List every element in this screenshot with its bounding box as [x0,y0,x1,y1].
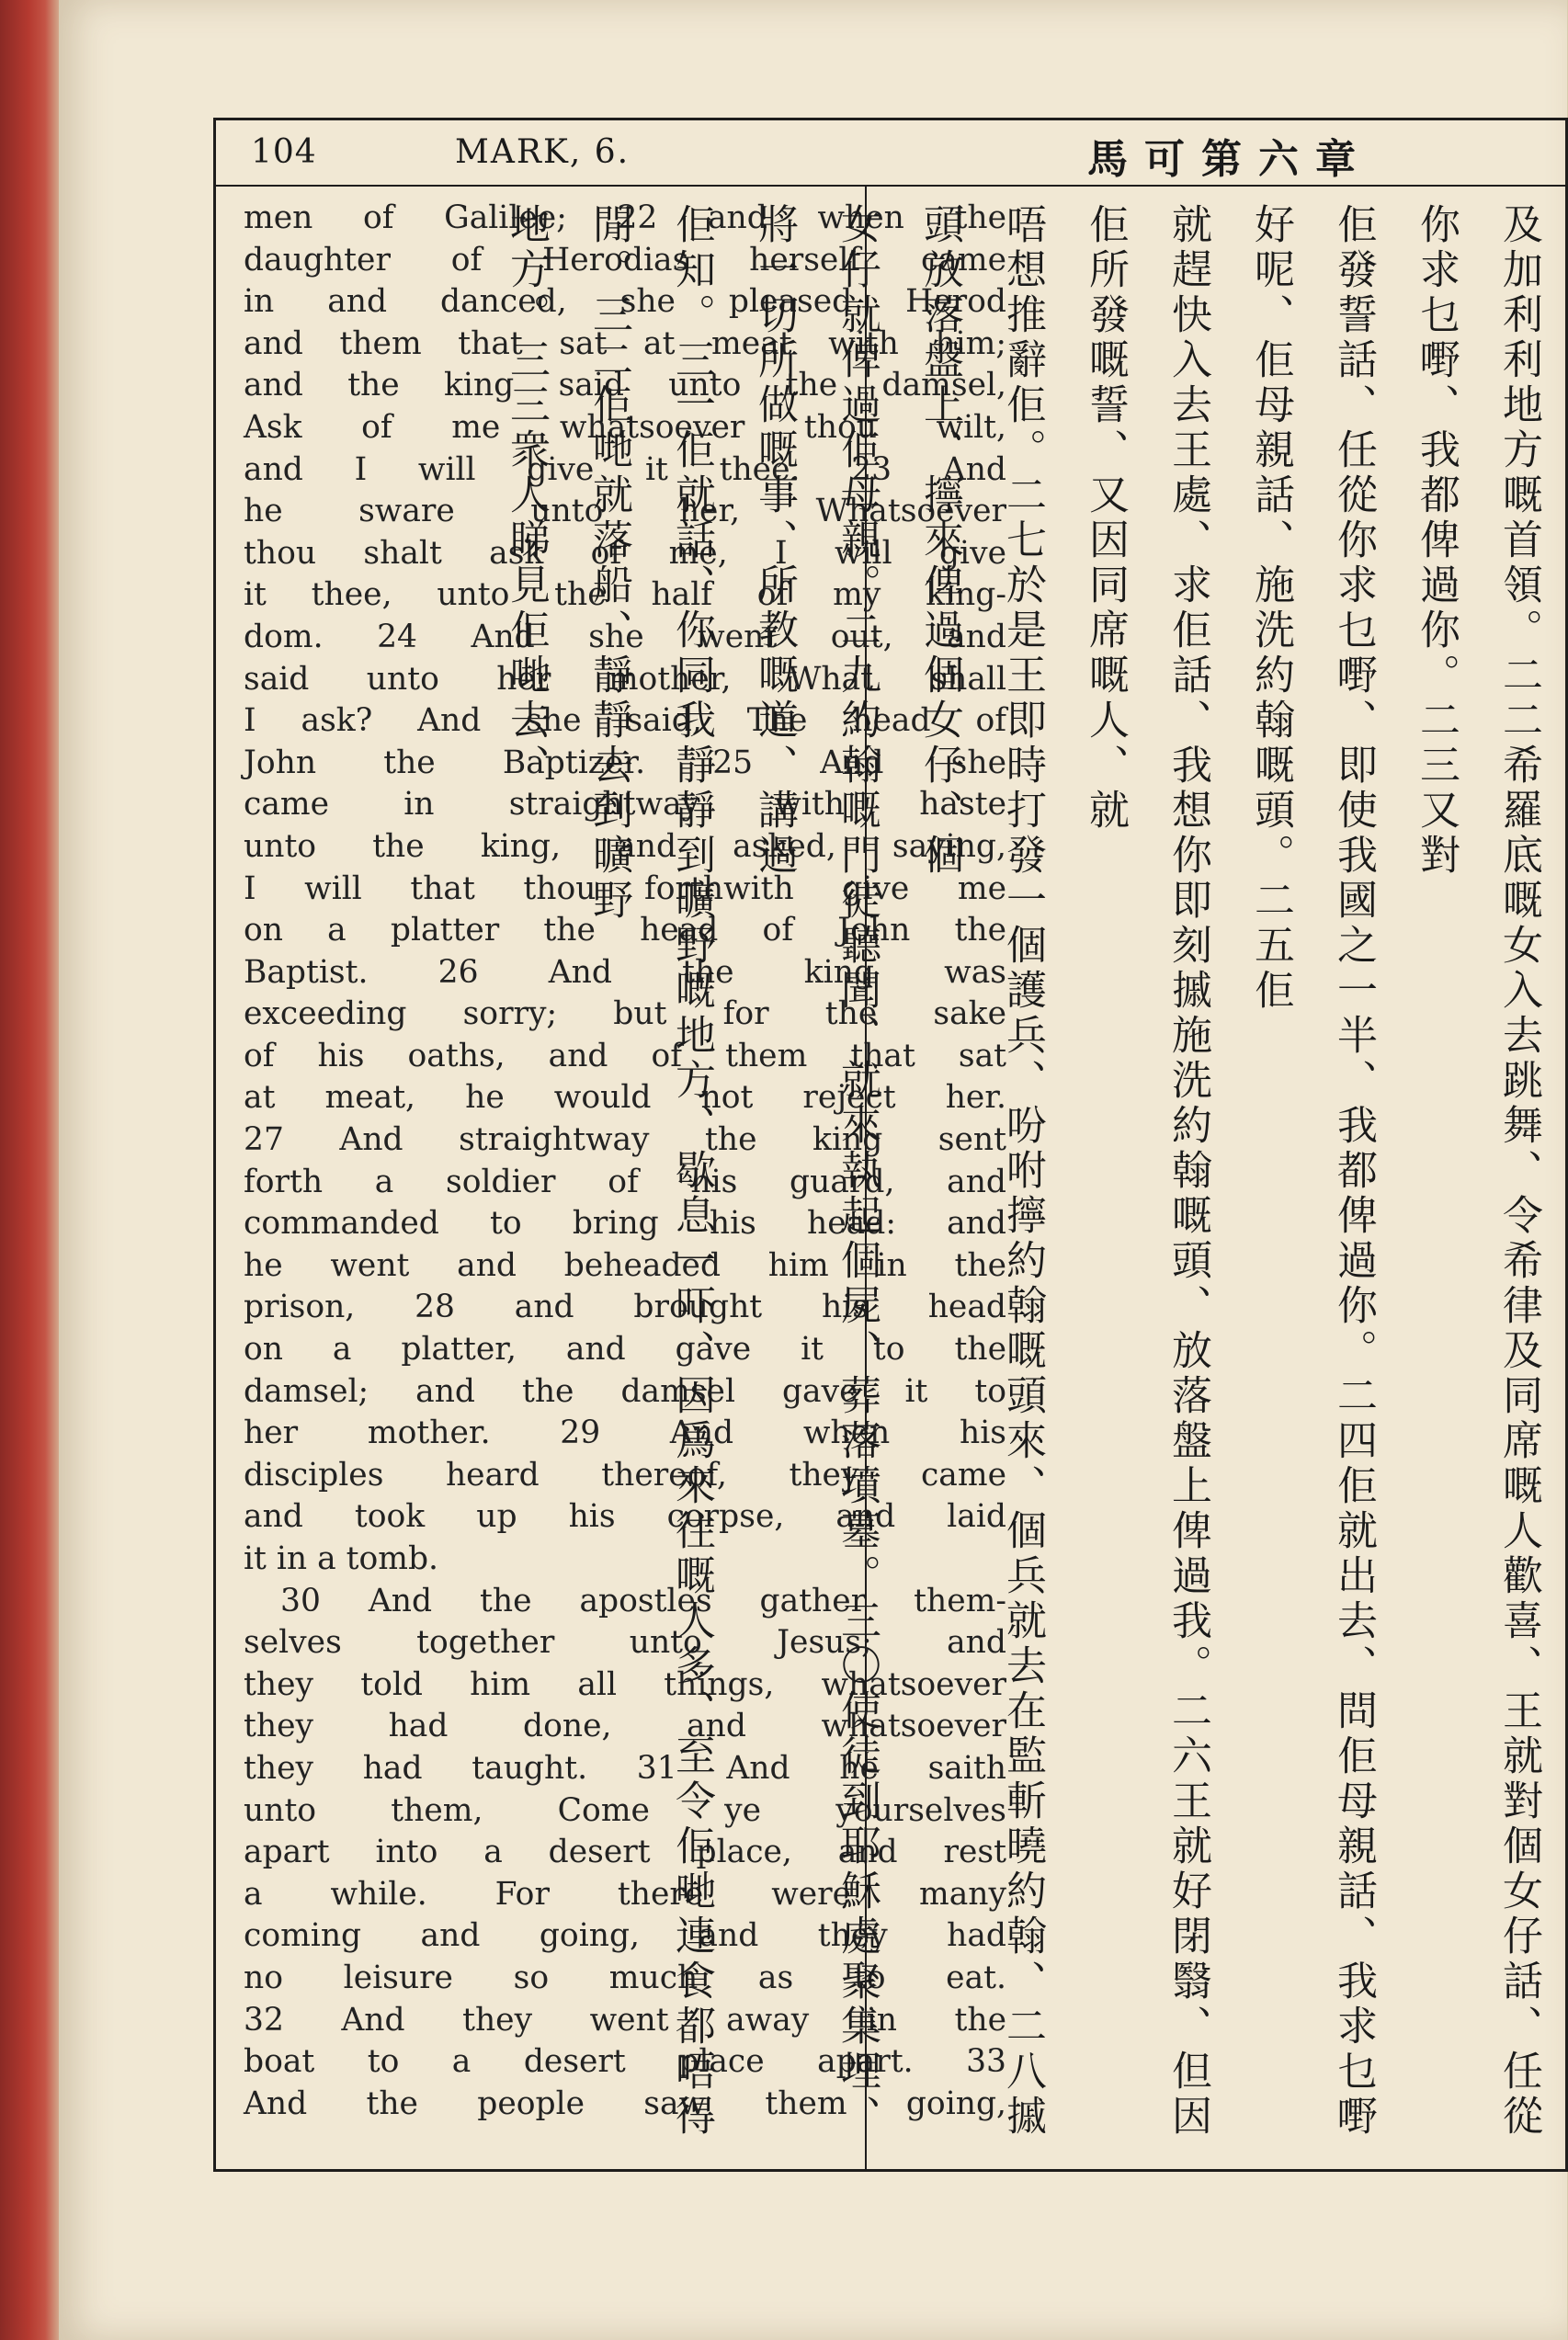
text-line: it thee, unto the half of my king- [244,576,1006,614]
text-line: and the king said unto the damsel, [244,367,1006,404]
text-line: in and danced, she pleased Herod [244,283,1006,321]
chinese-text-line: 地方。三三衆人睇見佢哋去、 [503,203,550,789]
text-line: 27 And straightway the king sent [244,1121,1006,1159]
text-line: prison, 28 and brought his head [244,1289,1006,1326]
text-line: he sware unto her, Whatsoever [244,493,1006,530]
text-line: And the people saw them going, [244,2084,1006,2122]
text-line: boat to a desert place apart. 33 [244,2043,1006,2081]
text-line: Baptist. 26 And the king was [244,953,1006,991]
text-line: dom. 24 And she went out, and [244,618,1006,655]
text-line: on a platter, and gave it to the [244,1331,1006,1369]
page-frame [213,118,1568,2172]
text-line: it in a tomb. [244,1540,439,1577]
chinese-text-line: 女仔就俾過佢母親。二九約翰嘅門徒聽聞、就來執起個屍、葬落墳墓。三〇使徒到耶穌處聚集埋、將一切所做嘅事、所教嘅道、講過 [751,203,881,2140]
text-line: on a platter the head of John the [244,912,1006,949]
text-line: and took up his corpse, and laid [244,1498,1006,1536]
text-line: said unto her mother, What shall [244,660,1006,698]
chinese-text-line: 及加利利地方嘅首領。二二希羅底嘅女入去跳舞、令希律及同席嘅人歡喜、王就對個女仔話、任從你求乜嘢、我都俾過你。二三又對 [1413,203,1542,2140]
book-spine-edge [0,0,64,2340]
text-line: no leisure so much as to eat. [244,1959,1006,1996]
text-line: damsel; and the damsel gave it to [244,1372,1006,1410]
text-line: daughter of Herodias herself came [244,241,1006,278]
text-line: thou shalt ask of me, I will give [244,534,1006,572]
page-number: 104 [251,133,317,171]
running-head: MARK, 6. [455,133,631,171]
text-line: apart into a desert place, and rest [244,1834,1006,1871]
chinese-text-line: 佢知。三一佢就話、你同我靜靜到曠野嘅地方、歇息一吓、因爲來往嘅人多、至令佢哋連食都唔得閒。三二佢哋就落船、靜靜去到曠野 [585,203,715,2140]
text-line: selves together unto Jesus; and [244,1624,1006,1662]
text-line: at meat, he would not reject her. [244,1079,1006,1117]
text-line: of his oaths, and of them that sat [244,1037,1006,1074]
text-line: and them that sat at meat with him; [244,324,1006,362]
chinese-text-line: 就趕快入去王處、求佢話、我想你即刻摵施洗約翰嘅頭、放落盤上俾過我。二六王就好閉翳、但因佢所發嘅誓、又因同席嘅人、就 [1082,203,1211,2140]
text-line: John the Baptizer. 25 And she [244,744,1006,781]
text-line: and I will give it thee. 23 And [244,450,1006,488]
page-header [216,120,1565,187]
text-line: they had done, and whatsoever [244,1708,1006,1745]
text-line: Ask of me whatsoever thou wilt, [244,408,1006,446]
text-line: a while. For there were many [244,1875,1006,1913]
book-page [59,0,1567,2340]
text-line: her mother. 29 And when his [244,1414,1006,1452]
text-line: he went and beheaded him in the [244,1246,1006,1284]
text-line: 32 And they went away in the [244,2001,1006,2039]
text-line: men of Galilee; 22 and when the [244,199,1006,236]
text-line: they told him all things, whatsoever [244,1665,1006,1703]
text-line: unto them, Come ye yourselves [244,1791,1006,1829]
chinese-text-line: 佢發誓話、任從你求乜嘢、即使我國之一半、我都俾過你。二四佢就出去、問佢母親話、我求乜嘢好呢、佢母親話、施洗約翰嘅頭。二五佢 [1247,203,1377,2140]
text-line: exceeding sorry; but for the sake [244,995,1006,1033]
text-line: they had taught. 31 And he saith [244,1749,1006,1787]
text-line: commanded to bring his head: and [244,1205,1006,1243]
chinese-title: 馬可第六章 [1087,136,1372,183]
chinese-text-line: 唔想推辭佢。二七於是王即時打發一個護兵、吩咐擰約翰嘅頭來、個兵就去在監斬曉約翰、二八摵頭放落盤上、擰來俾過個女仔、個 [916,203,1046,2140]
text-line: forth a soldier of his guard, and [244,1163,1006,1200]
text-line: I ask? And she said, The head of [244,702,1006,740]
text-line: I will that thou forthwith give me [244,869,1006,907]
text-line: disciples heard thereof, they came [244,1456,1006,1494]
text-line: unto the king, and asked, saying, [244,827,1006,865]
text-line: came in straightway with haste [244,786,1006,824]
text-line: 30 And the apostles gather them- [280,1582,1006,1619]
text-line: coming and going, and they had [244,1917,1006,1955]
